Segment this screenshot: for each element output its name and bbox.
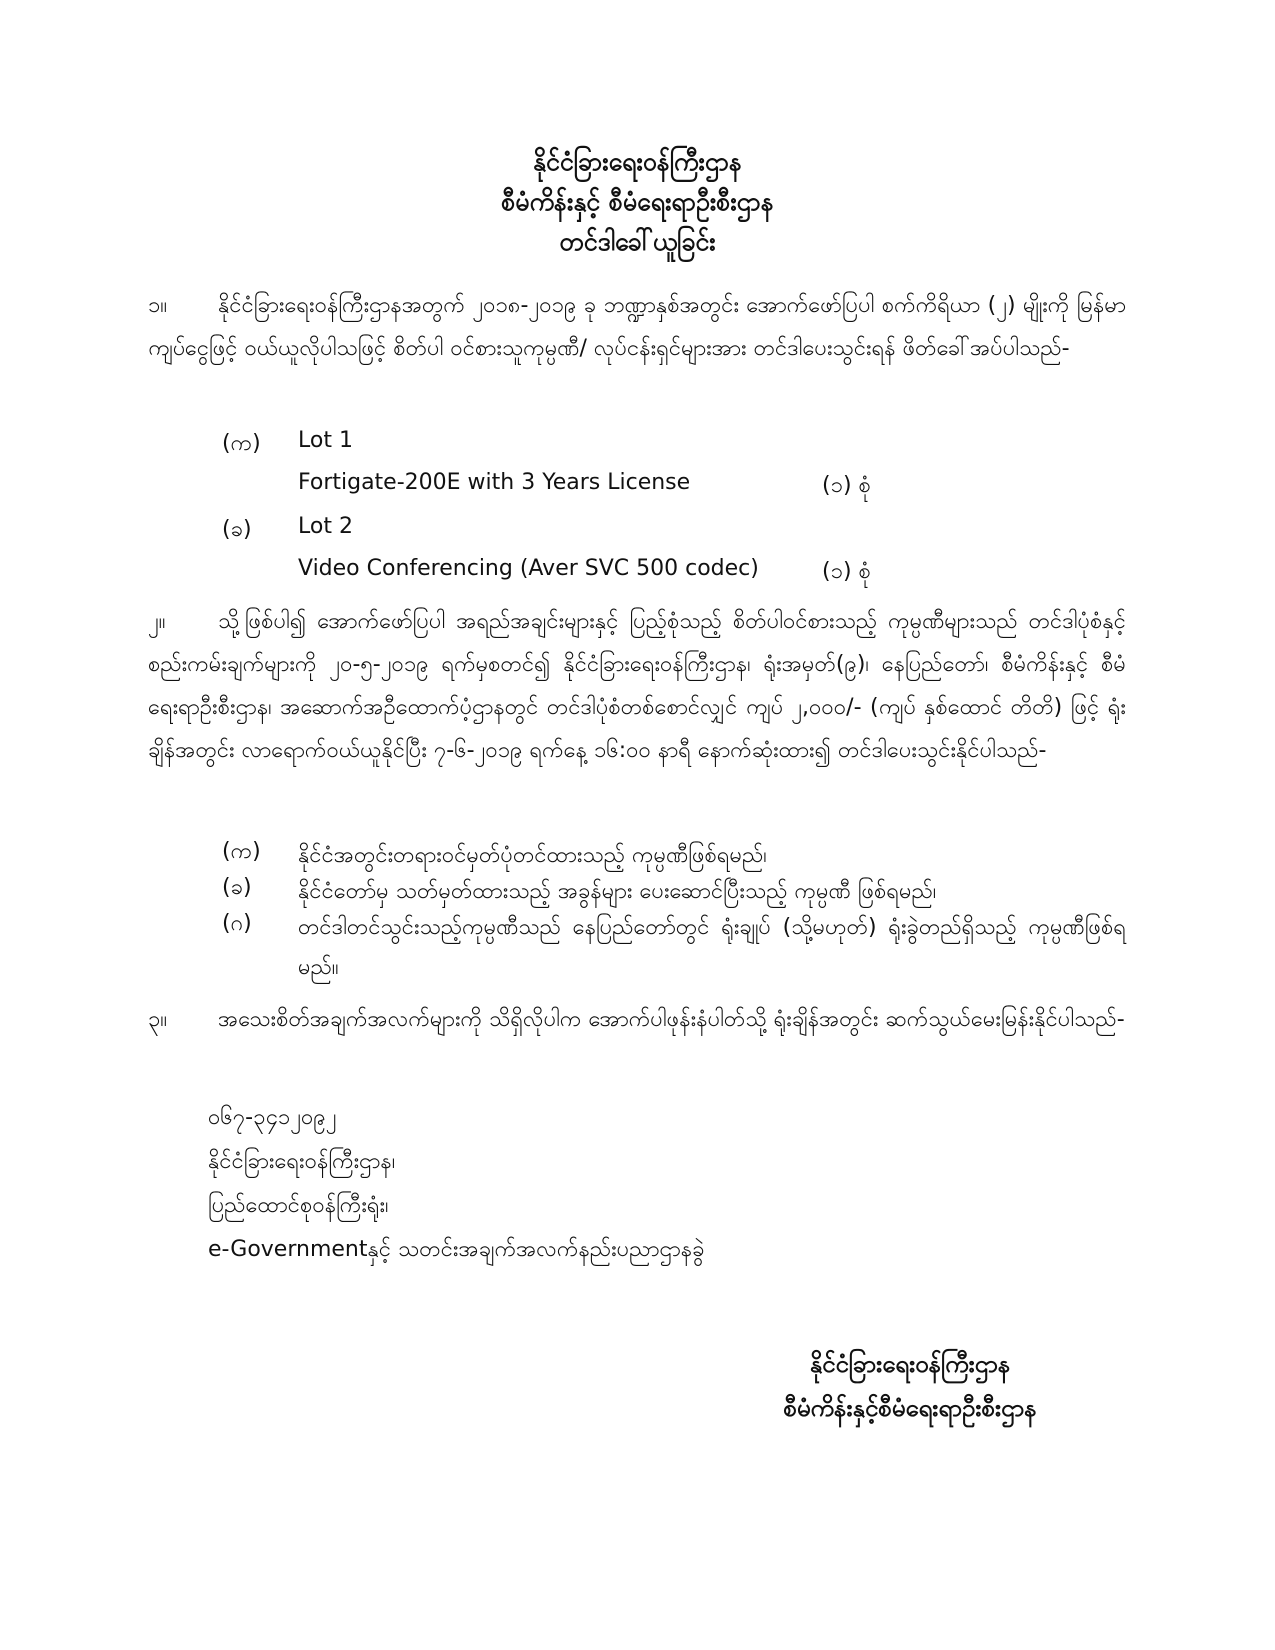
condition-text: နိုင်ငံအတွင်းတရားဝင်မှတ်ပုံတင်ထားသည့် ကုမ္ပဏီဖြစ်ရမည်၊ [298,843,767,868]
condition-marker: (က) [222,839,261,864]
notice-title: တင်ဒါခေါ်ယူခြင်း [559,227,716,256]
paragraph-number: ၁။ [148,293,168,318]
lot-marker: (ခ) [222,517,252,542]
lot-label: Lot 2 [298,514,353,539]
contact-line: ပြည်ထောင်စုဝန်ကြီးရုံး၊ [208,1193,389,1218]
contact-line: e-Governmentနှင့် သတင်းအချက်အလက်နည်းပညာဌာနခွဲ [208,1237,705,1262]
condition-text: နိုင်ငံတော်မှ သတ်မှတ်ထားသည့် အခွန်များ ပေးဆောင်ပြီးသည့် ကုမ္ပဏီ ဖြစ်ရမည်၊ [298,879,937,904]
condition-text: တင်ဒါတင်သွင်းသည့်ကုမ္ပဏီသည် နေပြည်တော်တွင် ရုံးချုပ် (သို့မဟုတ်) ရုံးခွဲတည်ရှိသည့် ကုမ္ပဏီဖြစ်ရမည်။ [298,915,1126,980]
contact-phone: ၀၆၇-၃၄၁၂၀၉၂ [208,1105,337,1130]
paragraph-text: နိုင်ငံခြားရေးဝန်ကြီးဌာနအတွက် ၂၀၁၈-၂၀၁၉ ခု ဘဏ္ဍာနှစ်အတွင်း အောက်ဖော်ပြပါ စက်ကိရိယာ (၂) မျိုးကို မြန်မာကျပ်ငွေဖြင့် ဝယ်ယူလိုပါသဖြင့် စိတ်ပါ ဝင်စားသူကုမ္ပဏီ/ လုပ်ငန်းရှင်များအား တင်ဒါပေးသွင်းရန် ဖိတ်ခေါ်အပ်ပါသည်- [148,293,1126,361]
paragraph-2 [148,600,1126,772]
lot-description: Video Conferencing (Aver SVC 500 codec) [298,556,759,581]
paragraph-1 [148,284,1126,370]
paragraph-text: သို့ဖြစ်ပါ၍ အောက်ဖော်ပြပါ အရည်အချင်းများနှင့် ပြည့်စုံသည့် စိတ်ပါဝင်စားသည့် ကုမ္ပဏီများသည် တင်ဒါပုံစံနှင့် စည်းကမ်းချက်များကို ၂၀-၅-၂၀၁၉ ရက်မှစတင်၍ နိုင်ငံခြားရေးဝန်ကြီးဌာန၊ ရုံးအမှတ်(၉)၊ နေပြည်တော်၊ စီမံကိန်းနှင့် စီမံရေးရာဦးစီးဌာန၊ အဆောက်အဦထောက်ပံ့ဌာနတွင် တင်ဒါပုံစံတစ်စောင်လျှင် ကျပ် ၂,၀၀၀/- (ကျပ် နှစ်ထောင် တိတိ) ဖြင့် ရုံးချိန်အတွင်း လာရောက်ဝယ်ယူနိုင်ပြီး ၇-၆-၂၀၁၉ ရက်နေ့ ၁၆:၀၀ နာရီ နောက်ဆုံးထား၍ တင်ဒါပေးသွင်းနိုင်ပါသည်- [148,609,1126,763]
paragraph-text: အသေးစိတ်အချက်အလက်များကို သိရှိလိုပါက အောက်ပါဖုန်းနံပါတ်သို့ ရုံးချိန်အတွင်း ဆက်သွယ်မေးမြန်းနိုင်ပါသည်- [218,1007,1125,1032]
paragraph-number: ၂။ [148,609,166,634]
lot-marker: (က) [222,431,261,456]
ministry-title: နိုင်ငံခြားရေးဝန်ကြီးဌာန [533,147,742,176]
paragraph-number: ၃။ [148,1007,168,1032]
contact-block [208,1096,705,1272]
department-title: စီမံကိန်းနှင့် စီမံရေးရာဦးစီးဌာန [501,187,774,216]
document-header [0,142,1275,262]
lot-quantity: (၁) စုံ [822,559,871,584]
lot-label: Lot 1 [298,428,353,453]
signature-department: စီမံကိန်းနှင့်စီမံရေးရာဦးစီးဌာန [783,1394,1037,1422]
signature-block [760,1342,1060,1430]
condition-marker: (ဂ) [222,911,252,936]
lot-description: Fortigate-200E with 3 Years License [298,470,691,495]
signature-ministry: နိုင်ငံခြားရေးဝန်ကြီးဌာန [809,1350,1011,1378]
lot-quantity: (၁) စုံ [822,473,871,498]
condition-marker: (ခ) [222,875,252,900]
contact-line: နိုင်ငံခြားရေးဝန်ကြီးဌာန၊ [208,1149,396,1174]
paragraph-3 [148,998,1126,1041]
